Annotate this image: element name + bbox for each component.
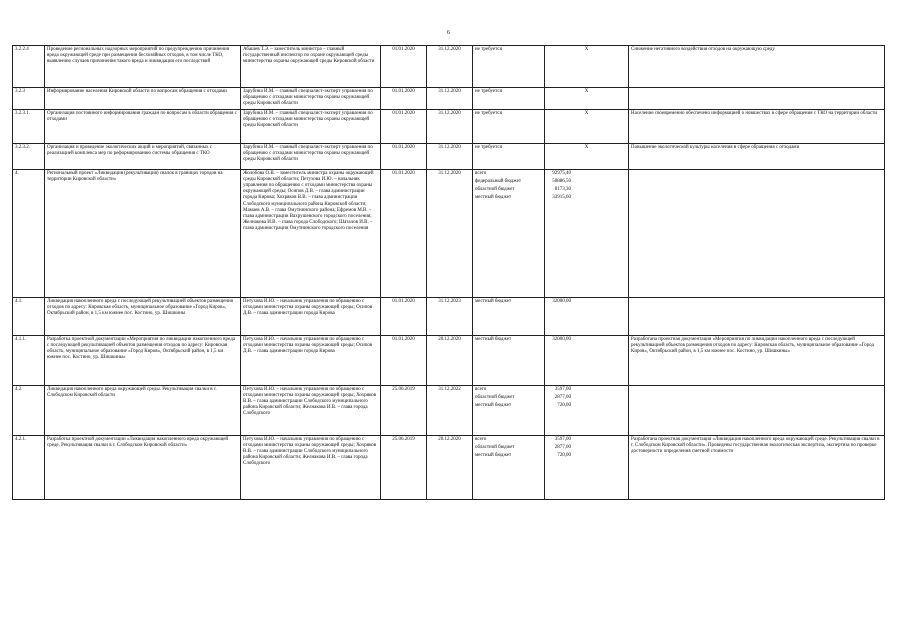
table-row [13, 88, 885, 110]
start-date: 01.01.2020 [381, 335, 427, 385]
funding-line [475, 89, 542, 95]
funding-line [547, 195, 626, 201]
funding-source-label: не требуется [475, 47, 502, 52]
funding-line [475, 187, 542, 193]
table-row [13, 143, 885, 169]
funding-line [475, 171, 542, 177]
table-row [13, 297, 885, 335]
funding-source-label: всего [475, 436, 487, 442]
funding-line [475, 195, 542, 201]
measure-name: Разработка проектной документации «Ликвидация накопленного вреда окружающей среде. Рекультивация свалки в г. Слободском Кировской области» [45, 435, 241, 499]
end-date: 31.12.2020 [427, 46, 473, 88]
funding-source-label: не требуется [475, 110, 502, 116]
funding-line [547, 403, 626, 409]
page-number: 6 [447, 30, 450, 36]
funding-line [475, 299, 542, 305]
funding-line [547, 437, 626, 443]
funding-amount: 3597,00 [554, 386, 571, 392]
expected-result: Население своевременно обеспечено информацией о новшествах в сфере обращения с ТКО на территории области [629, 109, 885, 143]
not-applicable-mark: X [584, 47, 589, 52]
funding-line [475, 337, 542, 343]
funding-amounts [545, 335, 629, 385]
start-date: 01.01.2020 [381, 109, 427, 143]
responsible-persons: Абашев Т.Э. – заместитель министра – главный государственный инспектор по охране окружающей среды министерства охраны окружающей среды Кировской области [241, 46, 381, 88]
expected-result: Разработана проектная документация «Ликвидация накопленного вреда окружающей среде. Рекультивация свалки в г. Слободском Кировской области». Проведены государственная экологическая экспертиза, экспертиза по проверке достоверности определения сметной стоимости [629, 435, 885, 499]
not-applicable-mark: X [584, 110, 589, 116]
measure-name: Ликвидация накопленного вреда окружающей среды. Рекультивация свалки в г. Слободском Кировской области [45, 385, 241, 435]
start-date: 01.01.2020 [381, 169, 427, 297]
end-date: 31.12.2020 [427, 109, 473, 143]
end-date: 20.12.2020 [427, 335, 473, 385]
funding-amount: 32000,00 [552, 336, 571, 342]
responsible-persons: Зарубина И.М. – главный специалист-эксперт управления по обращению с отходами министерства охраны окружающей среды Кировской области [241, 88, 381, 110]
funding-line [547, 187, 626, 193]
funding-amounts [545, 385, 629, 435]
funding-source-label: областной бюджет [475, 187, 515, 193]
end-date: 31.12.2020 [427, 88, 473, 110]
funding-line [475, 453, 542, 459]
funding-source-label: местный бюджет [475, 336, 512, 342]
start-date: 01.01.2020 [381, 46, 427, 88]
funding-source-label: федеральный бюджет [475, 178, 522, 184]
start-date: 01.01.2020 [381, 88, 427, 110]
measure-name: Организация и проведение экологических акций и мероприятий, связанных с реализацией комплекса мер по реформированию системы обращения с ТКО [45, 143, 241, 169]
funding-line [475, 445, 542, 451]
funding-line [547, 299, 626, 305]
table-body [13, 46, 885, 500]
funding-amount: 3597,00 [554, 436, 571, 442]
start-date: 01.01.2020 [381, 297, 427, 335]
funding-line [547, 395, 626, 401]
funding-amounts [545, 297, 629, 335]
plan-table [12, 45, 885, 500]
expected-result [629, 297, 885, 335]
funding-line [547, 445, 626, 451]
funding-sources [473, 335, 545, 385]
funding-line [475, 395, 542, 401]
funding-line [475, 179, 542, 185]
funding-sources [473, 109, 545, 143]
responsible-persons: Жолобова О.В. – заместитель министра охраны окружающей среды Кировской области; Петухова И.Ю. – начальник управления по обращению с отходами министерства охраны окружающей среды; Осипов Д.В. – глава администрации города Кирова; Хохряков В.В. – глава администрации Слободского муниципального района Кировской области; Мамаев А.В. – глава Омутнинского района; Ефремов М.В. – глава администрации Вахрушевского городского поселения; Желнакова И.В. – глава города Слободского; Шаталов И.В. – глава администрации Омутнинского городского поселения [241, 169, 381, 297]
responsible-persons: Петухова И.Ю. – начальник управления по обращению с отходами министерства охраны окружающей среды; Хохряков В.В. – глава администрации Слободского муниципального района Кировской области; Желнакова И.В. – глава города Слободского [241, 435, 381, 499]
table-row [13, 46, 885, 88]
expected-result: Разработана проектная документация «Мероприятия по ликвидации накопленного вреда с последующей рекультивацией объектов размещения отходов по адресу: Кировская область, муниципальное образование «Город Киров», Октябрьский район, в 1,5 км южнее пос. Костино, ур. Шишкины» [629, 335, 885, 385]
expected-result [629, 88, 885, 110]
funding-source-label: всего [475, 386, 487, 392]
expected-result [629, 169, 885, 297]
funding-source-label: всего [475, 170, 487, 176]
end-date: 31.12.2020 [427, 143, 473, 169]
funding-line [547, 387, 626, 393]
measure-name: Организация постоянного информирования граждан по вопросам в области обращения с отходами [45, 109, 241, 143]
funding-amounts [545, 143, 629, 169]
funding-amount: 2877,00 [554, 394, 571, 400]
expected-result [629, 385, 885, 435]
funding-line [475, 47, 542, 53]
measure-name: Разработка проектной документации «Мероприятия по ликвидации накопленного вреда с последующей рекультивацией объектов размещения отходов по адресу: Кировская область, муниципальное образование «Город Киров», Октябрьский район, в 1,5 км южнее пос. Костино, ур. Шишкины» [45, 335, 241, 385]
start-date: 25.06.2019 [381, 435, 427, 499]
not-applicable-mark: X [584, 89, 589, 94]
not-applicable-mark: X [584, 144, 589, 150]
funding-amount: 50886,50 [552, 178, 571, 184]
expected-result: Снижение негативного воздействия отходов на окружающую среду [629, 46, 885, 88]
responsible-persons: Зарубина И.М. – главный специалист-эксперт управления по обращению с отходами министерства охраны окружающей среды Кировской области [241, 143, 381, 169]
table-row [13, 435, 885, 499]
funding-amount: 8173,30 [554, 187, 571, 193]
funding-amounts [545, 88, 629, 110]
table-row [13, 169, 885, 297]
row-code: 3.2.3 [13, 88, 45, 110]
measure-name: Информирование населения Кировской области по вопросам обращения с отходами [45, 88, 241, 110]
measure-name: Проведение региональных надзорных мероприятий по предупреждению причинения вреда окружающей среде при размещении бесхозяйных отходов, в том числе ТКО, выявлению случаев причинения такого вреда и ликвидации его последствий [45, 46, 241, 88]
funding-amount: 32000,00 [552, 298, 571, 304]
funding-source-label: местный бюджет [475, 298, 512, 304]
funding-source-label: областной бюджет [475, 394, 515, 400]
funding-line [547, 179, 626, 185]
funding-line [547, 171, 626, 177]
funding-amount: 720,00 [557, 453, 571, 459]
funding-amount: 92975,40 [552, 170, 571, 176]
end-date: 31.12.2022 [427, 385, 473, 435]
funding-line [475, 387, 542, 393]
funding-sources [473, 385, 545, 435]
start-date: 25.06.2019 [381, 385, 427, 435]
funding-source-label: не требуется [475, 89, 502, 94]
row-code: 4. [13, 169, 45, 297]
row-code: 3.2.2.4 [13, 46, 45, 88]
measure-name: Ликвидация накопленного вреда с последующей рекультивацией объектов размещения отходов по адресу: Кировская область, муниципальное образование «Город Киров», Октябрьский район, в 1,5 км южнее пос. Костино, ур. Шишкины [45, 297, 241, 335]
funding-sources [473, 435, 545, 499]
funding-source-label: не требуется [475, 144, 502, 150]
row-code: 3.2.3.2. [13, 143, 45, 169]
funding-amount: 720,00 [557, 403, 571, 409]
funding-amounts [545, 435, 629, 499]
table-row [13, 109, 885, 143]
responsible-persons: Петухова И.Ю. – начальник управления по обращению с отходами министерства охраны окружающей среды; Хохряков В.В. – глава администрации Слободского муниципального района Кировской области; Желнакова И.В. – глава города Слободского [241, 385, 381, 435]
row-code: 4.2. [13, 385, 45, 435]
responsible-persons: Зарубина И.М. – главный специалист-эксперт управления по обращению с отходами министерства охраны окружающей среды Кировской области [241, 109, 381, 143]
funding-amounts [545, 46, 629, 88]
funding-amount: 33915,60 [552, 195, 571, 201]
start-date: 01.01.2020 [381, 143, 427, 169]
table-row [13, 335, 885, 385]
funding-line [475, 111, 542, 117]
funding-sources [473, 169, 545, 297]
funding-source-label: областной бюджет [475, 444, 515, 450]
funding-sources [473, 297, 545, 335]
funding-amount: 2877,00 [554, 444, 571, 450]
row-code: 3.2.3.1. [13, 109, 45, 143]
funding-sources [473, 143, 545, 169]
end-date: 31.12.2023 [427, 297, 473, 335]
row-code: 4.1.1. [13, 335, 45, 385]
funding-source-label: местный бюджет [475, 453, 512, 459]
funding-amounts [545, 169, 629, 297]
responsible-persons: Петухова И.Ю. – начальник управления по обращению с отходами министерства охраны окружающей среды; Осипов Д.В. – глава администрации города Кирова [241, 297, 381, 335]
funding-line [547, 453, 626, 459]
funding-source-label: местный бюджет [475, 195, 512, 201]
table-row [13, 385, 885, 435]
funding-amounts [545, 109, 629, 143]
row-code: 4.2.1. [13, 435, 45, 499]
funding-sources [473, 46, 545, 88]
end-date: 31.12.2020 [427, 169, 473, 297]
funding-line [547, 337, 626, 343]
responsible-persons: Петухова И.Ю. – начальник управления по обращению с отходами министерства охраны окружающей среды; Осипов Д.В. – глава администрации города Кирова [241, 335, 381, 385]
measure-name: Региональный проект «Ликвидация (рекультивация) свалок в границах городов на территории Кировской области» [45, 169, 241, 297]
expected-result: Повышение экологической культуры населения в сфере обращения с отходами [629, 143, 885, 169]
funding-source-label: местный бюджет [475, 403, 512, 409]
end-date: 20.12.2020 [427, 435, 473, 499]
funding-line [475, 437, 542, 443]
funding-sources [473, 88, 545, 110]
funding-line [475, 145, 542, 151]
row-code: 4.1. [13, 297, 45, 335]
funding-line [475, 403, 542, 409]
